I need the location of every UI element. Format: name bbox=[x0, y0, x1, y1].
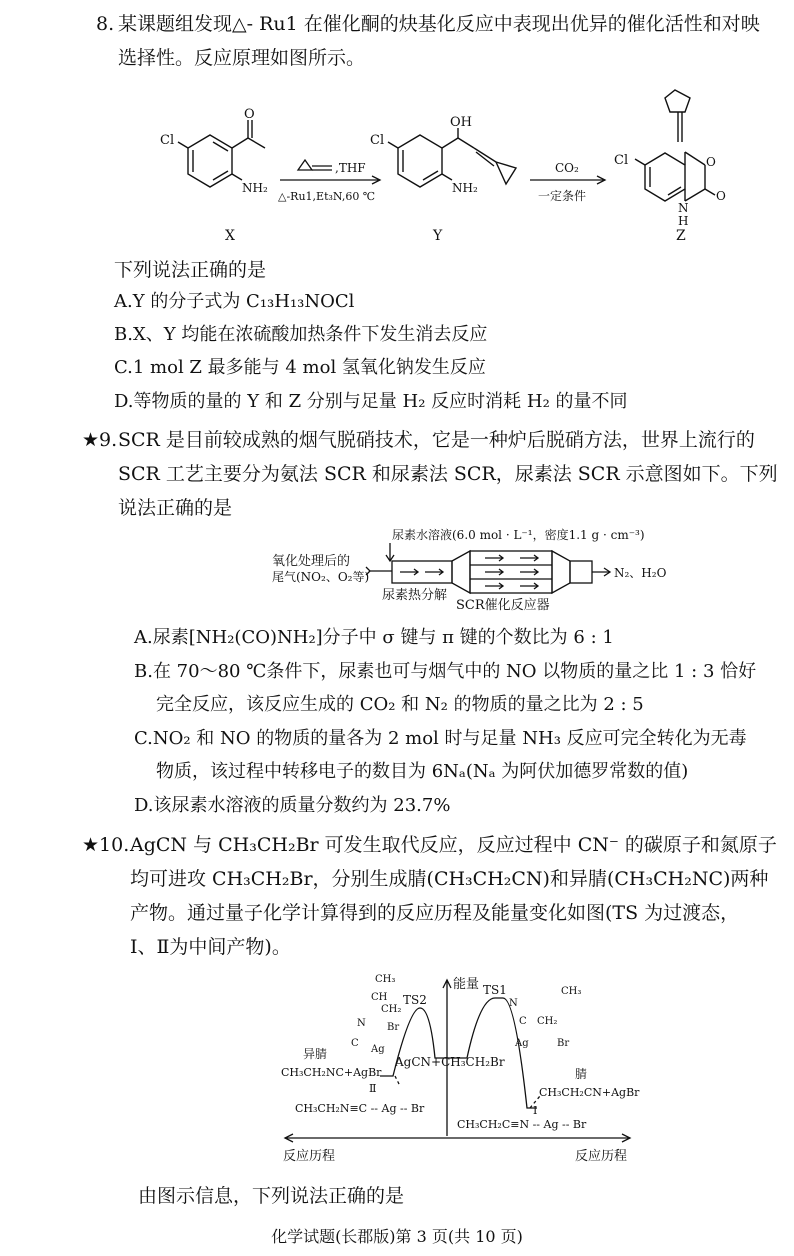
q10-number: ★10. bbox=[82, 834, 130, 856]
intermediate-2-structure: CH₃CH₂N≡C -- Ag -- Br bbox=[295, 1102, 425, 1115]
q9-option-d[interactable]: D.该尿素水溶液的质量分数约为 23.7% bbox=[134, 795, 451, 816]
outlet-label: N₂、H₂O bbox=[614, 566, 667, 580]
q9-stem-line2: SCR 工艺主要分为氨法 SCR 和尿素法 SCR，尿素法 SCR 示意图如下。下列 bbox=[118, 463, 778, 485]
q10-stem-line4: Ⅰ、Ⅱ为中间产物)。 bbox=[130, 936, 291, 958]
q8-option-d[interactable]: D.等物质的量的 Y 和 Z 分别与足量 H₂ 反应时消耗 H₂ 的量不同 bbox=[114, 391, 628, 412]
inlet-label-line2: 尾气(NO₂、O₂等) bbox=[272, 570, 370, 584]
z-h: H bbox=[678, 214, 689, 228]
ts2-br: Br bbox=[387, 1022, 400, 1033]
q8-stem-line1: 某课题组发现△- Ru1 在催化酮的炔基化反应中表现出优异的催化活性和对映 bbox=[118, 13, 760, 35]
y-nh2: NH₂ bbox=[452, 181, 478, 195]
reagent2-bottom: 一定条件 bbox=[538, 189, 587, 203]
intermediate-1-structure: CH₃CH₂C≡N -- Ag -- Br bbox=[457, 1118, 587, 1131]
energy-profile-diagram bbox=[275, 968, 645, 1168]
q8-number: 8. bbox=[96, 13, 115, 35]
z-n: N bbox=[678, 201, 689, 215]
start-level-label: AgCN+CH₃CH₂Br bbox=[395, 1055, 505, 1069]
label-x: X bbox=[225, 228, 235, 244]
molecule-y bbox=[388, 128, 516, 187]
q9-option-c[interactable]: C.NO₂ 和 NO 的物质的量各为 2 mol 时与足量 NH₃ 反应可完全转化为无毒 bbox=[134, 728, 747, 749]
x-o: O bbox=[244, 107, 255, 122]
q8-option-c[interactable]: C.1 mol Z 最多能与 4 mol 氢氧化钠发生反应 bbox=[114, 357, 486, 378]
x-nh2: NH₂ bbox=[242, 181, 268, 195]
q10-stem-line3: 产物。通过量子化学计算得到的反应历程及能量变化如图(TS 为过渡态， bbox=[130, 902, 740, 924]
z-o: O bbox=[706, 155, 716, 169]
q10-prompt: 由图示信息，下列说法正确的是 bbox=[138, 1185, 405, 1207]
q9-option-a[interactable]: A.尿素[NH₂(CO)NH₂]分子中 σ 键与 π 键的个数比为 6 : 1 bbox=[134, 627, 614, 648]
inlet-label-line1: 氧化处理后的 bbox=[272, 554, 351, 569]
energy-axis-label: 能量 bbox=[453, 977, 480, 992]
q8-prompt: 下列说法正确的是 bbox=[114, 259, 267, 281]
ts1-ch3: CH₃ bbox=[561, 986, 582, 997]
axis-right-label: 反应历程 bbox=[575, 1149, 628, 1164]
ts1-ag: Ag bbox=[515, 1038, 529, 1049]
ts2-ch3: CH₃ bbox=[375, 974, 396, 985]
q9-option-c-line2: 物质，该过程中转移电子的数目为 6Nₐ(Nₐ 为阿伏加德罗常数的值) bbox=[156, 761, 689, 782]
q10-stem-line2: 均可进攻 CH₃CH₂Br，分别生成腈(CH₃CH₂CN)和异腈(CH₃CH₂NC)两种 bbox=[130, 868, 769, 890]
axis-left-label: 反应历程 bbox=[283, 1149, 336, 1164]
q8-option-a[interactable]: A.Y 的分子式为 C₁₃H₁₃NOCl bbox=[114, 291, 355, 312]
urea-solution-label: 尿素水溶液(6.0 mol · L⁻¹，密度1.1 g · cm⁻³) bbox=[392, 528, 645, 542]
q8-option-b[interactable]: B.X、Y 均能在浓硫酸加热条件下发生消去反应 bbox=[114, 324, 488, 345]
nitrile-label: 腈 bbox=[575, 1067, 588, 1081]
isonitrile-label: 异腈 bbox=[303, 1047, 328, 1061]
molecule-z bbox=[600, 80, 780, 250]
q10-stem-line1: AgCN 与 CH₃CH₂Br 可发生取代反应，反应过程中 CN⁻ 的碳原子和氮原子 bbox=[130, 834, 777, 856]
isonitrile-product-label: CH₃CH₂NC+AgBr bbox=[281, 1066, 382, 1079]
label-y: Y bbox=[433, 228, 443, 244]
intermediate-2-label: Ⅱ bbox=[369, 1082, 377, 1095]
nitrile-product-label: CH₃CH₂CN+AgBr bbox=[539, 1086, 640, 1099]
urea-decomposition-label: 尿素热分解 bbox=[382, 588, 448, 603]
ts1-n: N bbox=[509, 998, 518, 1009]
y-cl: Cl bbox=[370, 133, 385, 148]
intermediate-1-label: Ⅰ bbox=[533, 1104, 538, 1117]
ts2-ch2: CH₂ bbox=[381, 1004, 402, 1015]
ts2-label: TS2 bbox=[403, 993, 427, 1007]
label-z: Z bbox=[676, 228, 686, 244]
ts2-c: C bbox=[351, 1038, 359, 1049]
q9-stem-line3: 说法正确的是 bbox=[118, 497, 233, 519]
molecule-x bbox=[178, 120, 265, 187]
x-cl: Cl bbox=[160, 133, 175, 148]
ts2-n: N bbox=[357, 1018, 366, 1029]
q9-option-b-line2: 完全反应，该反应生成的 CO₂ 和 N₂ 的物质的量之比为 2 : 5 bbox=[156, 694, 644, 715]
q9-stem-line1: SCR 是目前较成熟的烟气脱硝技术，它是一种炉后脱硝方法，世界上流行的 bbox=[118, 429, 755, 451]
q8-stem-line2: 选择性。反应原理如图所示。 bbox=[118, 47, 366, 69]
ts2-ch: CH bbox=[371, 992, 388, 1003]
q8-reaction-scheme bbox=[150, 80, 650, 250]
ts1-label: TS1 bbox=[483, 983, 507, 997]
z-o2: O bbox=[716, 189, 726, 203]
reaction-arrow-2 bbox=[530, 176, 605, 184]
z-cl: Cl bbox=[614, 153, 629, 168]
page-footer: 化学试题(长郡版)第 3 页(共 10 页) bbox=[271, 1227, 523, 1246]
q9-number: ★9. bbox=[82, 429, 118, 451]
ts1-ch2: CH₂ bbox=[537, 1016, 558, 1027]
scr-diagram bbox=[270, 525, 680, 620]
q9-option-b[interactable]: B.在 70～80 ℃条件下，尿素也可与烟气中的 NO 以物质的量之比 1 : 3 恰好 bbox=[134, 661, 757, 682]
reagent1-top: ,THF bbox=[335, 161, 366, 175]
reagent2-top: CO₂ bbox=[555, 161, 579, 175]
scr-reactor-label: SCR催化反应器 bbox=[456, 598, 550, 613]
ts1-br: Br bbox=[557, 1038, 570, 1049]
ts2-ag: Ag bbox=[371, 1044, 385, 1055]
ts1-c: C bbox=[519, 1016, 527, 1027]
y-oh: OH bbox=[450, 115, 472, 130]
reagent1-bottom: △-Ru1,Et₃N,60 ℃ bbox=[278, 190, 376, 203]
